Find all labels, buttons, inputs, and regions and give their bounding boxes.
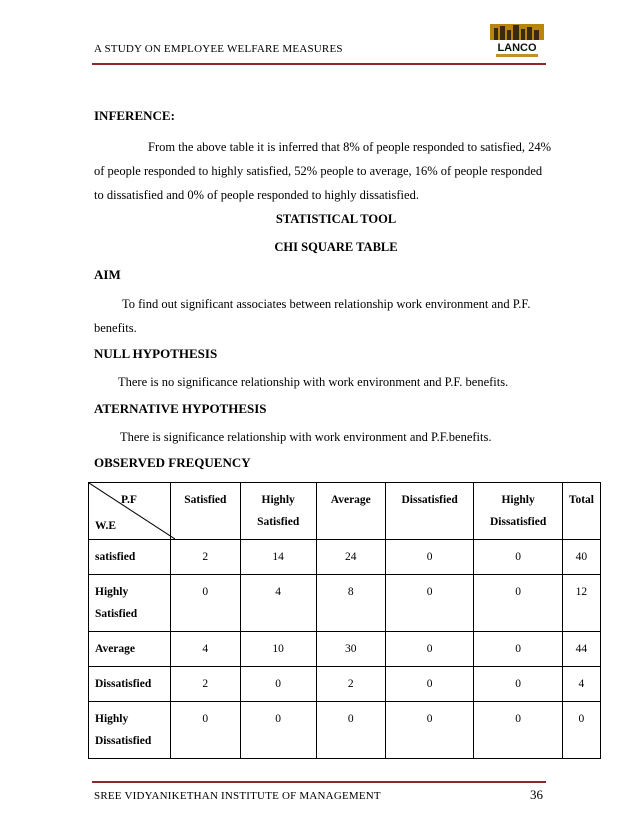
table-row: [89, 702, 601, 759]
footer-rule: [92, 781, 546, 783]
observed-frequency-table: [88, 482, 601, 759]
row-label: Dissatisfied: [89, 667, 171, 702]
table-cell: 14: [240, 540, 316, 575]
table-cell: 0: [474, 667, 563, 702]
header-rule: [92, 63, 546, 65]
table-cell: 4: [240, 575, 316, 632]
table-cell: 0: [562, 702, 600, 759]
chi-square-title: CHI SQUARE TABLE: [274, 240, 398, 254]
corner-bottom-label: W.E: [95, 520, 116, 532]
header-title: A STUDY ON EMPLOYEE WELFARE MEASURES: [94, 43, 343, 55]
inference-heading: INFERENCE:: [94, 108, 175, 123]
column-header: Average: [316, 483, 385, 540]
table-cell: 0: [385, 575, 473, 632]
column-header: Dissatisfied: [385, 483, 473, 540]
alt-hypothesis-heading: ATERNATIVE HYPOTHESIS: [94, 401, 267, 416]
table-cell: 2: [171, 540, 241, 575]
table-cell: 0: [474, 702, 563, 759]
table-cell: 0: [385, 702, 473, 759]
column-header: Highly Dissatisfied: [474, 483, 563, 540]
inference-line-1: From the above table it is inferred that 8% of people responded to satisfied, 24%: [148, 140, 552, 154]
table-cell: 8: [316, 575, 385, 632]
row-label: Highly Satisfied: [89, 575, 171, 632]
table-cell: 0: [240, 667, 316, 702]
corner-cell: [89, 483, 171, 540]
page-number: 36: [530, 787, 543, 802]
table-row: [89, 575, 601, 632]
aim-line-1: To find out significant associates between relationship work environment and P.F.: [122, 297, 531, 311]
table-cell: 0: [474, 575, 563, 632]
table-row: [89, 540, 601, 575]
table-cell: 10: [240, 632, 316, 667]
column-header: Highly Satisfied: [240, 483, 316, 540]
null-hypothesis-heading: NULL HYPOTHESIS: [94, 346, 218, 361]
table-cell: 4: [171, 632, 241, 667]
table-cell: 0: [171, 575, 241, 632]
table-cell: 0: [474, 540, 563, 575]
table-cell: 40: [562, 540, 600, 575]
table-cell: 44: [562, 632, 600, 667]
table-cell: 30: [316, 632, 385, 667]
row-label: satisfied: [89, 540, 171, 575]
table-cell: 0: [474, 632, 563, 667]
row-label: Average: [89, 632, 171, 667]
table-cell: 0: [240, 702, 316, 759]
alt-hypothesis-text: There is significance relationship with work environment and P.F.benefits.: [120, 430, 492, 444]
corner-top-label: P.F: [121, 494, 137, 506]
table-cell: 2: [316, 667, 385, 702]
statistical-tool-title: STATISTICAL TOOL: [275, 212, 397, 226]
footer-institute: SREE VIDYANIKETHAN INSTITUTE OF MANAGEMENT: [94, 790, 381, 802]
aim-line-2: benefits.: [94, 321, 137, 335]
null-hypothesis-text: There is no significance relationship with work environment and P.F. benefits.: [118, 375, 509, 389]
table-cell: 24: [316, 540, 385, 575]
table-cell: 0: [316, 702, 385, 759]
table-cell: 2: [171, 667, 241, 702]
table-cell: 0: [385, 667, 473, 702]
table-cell: 0: [385, 632, 473, 667]
aim-heading: AIM: [94, 267, 121, 282]
table-cell: 0: [171, 702, 241, 759]
lanco-logo: [486, 22, 548, 60]
svg-text:LANCO: LANCO: [497, 42, 537, 54]
table-header-row: [89, 483, 601, 540]
column-header: Satisfied: [171, 483, 241, 540]
row-label: Highly Dissatisfied: [89, 702, 171, 759]
table-row: [89, 667, 601, 702]
table-cell: 4: [562, 667, 600, 702]
inference-line-2: of people responded to highly satisfied, 52% people to average, 16% of people responded: [94, 164, 543, 178]
table-cell: 0: [385, 540, 473, 575]
observed-frequency-heading: OBSERVED FREQUENCY: [94, 455, 251, 470]
column-header: Total: [562, 483, 600, 540]
inference-line-3: to dissatisfied and 0% of people responded to highly dissatisfied.: [94, 188, 419, 202]
table-row: [89, 632, 601, 667]
table-cell: 12: [562, 575, 600, 632]
